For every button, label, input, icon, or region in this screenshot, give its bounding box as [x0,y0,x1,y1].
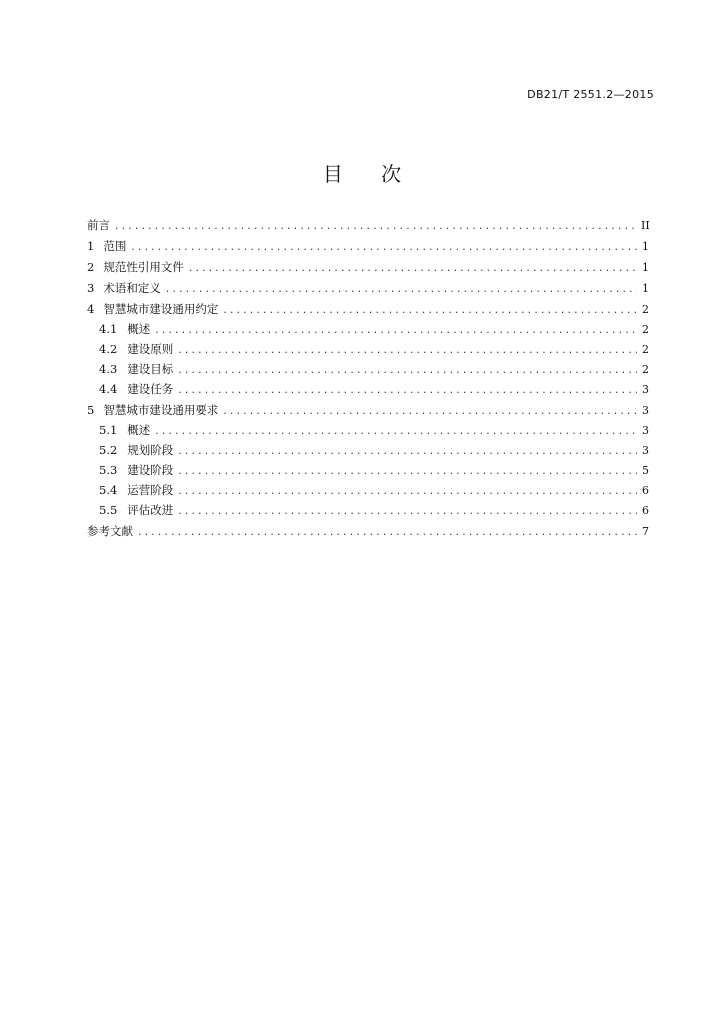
table-of-contents [87,215,649,541]
toc-entry-5-4[interactable] [87,480,649,500]
toc-entry-label: 智慧城市建设通用约定 [103,302,219,316]
toc-entry-normative-references[interactable] [87,257,649,277]
toc-page-number: 1 [642,282,649,295]
toc-dot-leader [137,523,637,543]
toc-entry-4-2[interactable] [87,339,649,359]
toc-page-number: 6 [642,504,649,517]
toc-entry-label: 概述 [127,423,151,437]
toc-page-number: 2 [642,323,649,336]
toc-dot-leader [177,502,637,522]
toc-entry-4-1[interactable] [87,319,649,339]
toc-page-number: 6 [642,484,649,497]
toc-entry-number: 5.3 [99,463,118,477]
toc-dot-leader [177,482,637,502]
toc-entry-foreword[interactable] [87,215,649,235]
toc-entry-label: 规范性引用文件 [103,260,184,274]
toc-dot-leader [177,462,637,482]
toc-page-number: 3 [642,444,649,457]
toc-page-number: 2 [642,363,649,376]
toc-entry-number: 3 [87,281,95,295]
toc-page-number: 1 [642,261,649,274]
toc-entry-label: 智慧城市建设通用要求 [103,403,219,417]
toc-entry-5-1[interactable] [87,420,649,440]
toc-page-number: 5 [642,464,649,477]
toc-entry-number: 5.4 [99,483,118,497]
toc-entry-number: 5.1 [99,423,118,437]
toc-dot-leader [177,361,637,381]
page-title: 目 次 [322,162,418,186]
toc-page-number: 3 [642,404,649,417]
toc-dot-leader [222,301,637,321]
toc-entry-label: 前言 [87,218,110,232]
toc-entry-label: 建设目标 [127,362,174,376]
toc-entry-label: 规划阶段 [127,443,174,457]
toc-entry-general-requirements[interactable] [87,400,649,420]
toc-page-number: 7 [642,525,649,538]
toc-entry-number: 5.5 [99,503,118,517]
toc-page-number: 2 [642,303,649,316]
toc-entry-number: 2 [87,260,95,274]
toc-entry-label: 建设任务 [127,382,174,396]
toc-entry-label: 概述 [127,322,151,336]
toc-page-number: II [641,219,650,232]
toc-entry-bibliography[interactable] [87,521,649,541]
toc-entry-label: 评估改进 [127,503,174,517]
toc-dot-leader [154,422,637,442]
toc-entry-5-2[interactable] [87,440,649,460]
toc-entry-label: 运营阶段 [127,483,174,497]
toc-entry-4-3[interactable] [87,359,649,379]
toc-page-number: 3 [642,424,649,437]
toc-dot-leader [177,381,637,401]
toc-entry-5-5[interactable] [87,500,649,520]
standard-number: DB21/T 2551.2—2015 [527,88,654,101]
toc-dot-leader [154,321,637,341]
toc-entry-label: 建设原则 [127,342,174,356]
toc-dot-leader [130,238,637,258]
toc-page-number: 3 [642,383,649,396]
toc-dot-leader [177,442,637,462]
toc-entry-general-conventions[interactable] [87,299,649,319]
toc-entry-number: 4.4 [99,382,118,396]
toc-entry-label: 参考文献 [87,524,133,538]
toc-entry-number: 4.2 [99,342,118,356]
toc-entry-number: 1 [87,239,95,253]
toc-entry-number: 4 [87,302,95,316]
toc-dot-leader [188,259,637,279]
toc-entry-number: 4.1 [99,322,118,336]
toc-page-number: 2 [642,343,649,356]
toc-dot-leader [165,280,637,300]
toc-entry-5-3[interactable] [87,460,649,480]
toc-entry-terms-definitions[interactable] [87,278,649,298]
toc-entry-number: 5.2 [99,443,118,457]
toc-entry-number: 5 [87,403,95,417]
toc-entry-4-4[interactable] [87,379,649,399]
toc-dot-leader [222,402,637,422]
toc-entry-scope[interactable] [87,236,649,256]
toc-entry-label: 术语和定义 [103,281,161,295]
toc-entry-number: 4.3 [99,362,118,376]
toc-dot-leader [114,217,637,237]
toc-entry-label: 范围 [103,239,127,253]
toc-entry-label: 建设阶段 [127,463,174,477]
toc-page-number: 1 [642,240,649,253]
toc-dot-leader [177,341,637,361]
